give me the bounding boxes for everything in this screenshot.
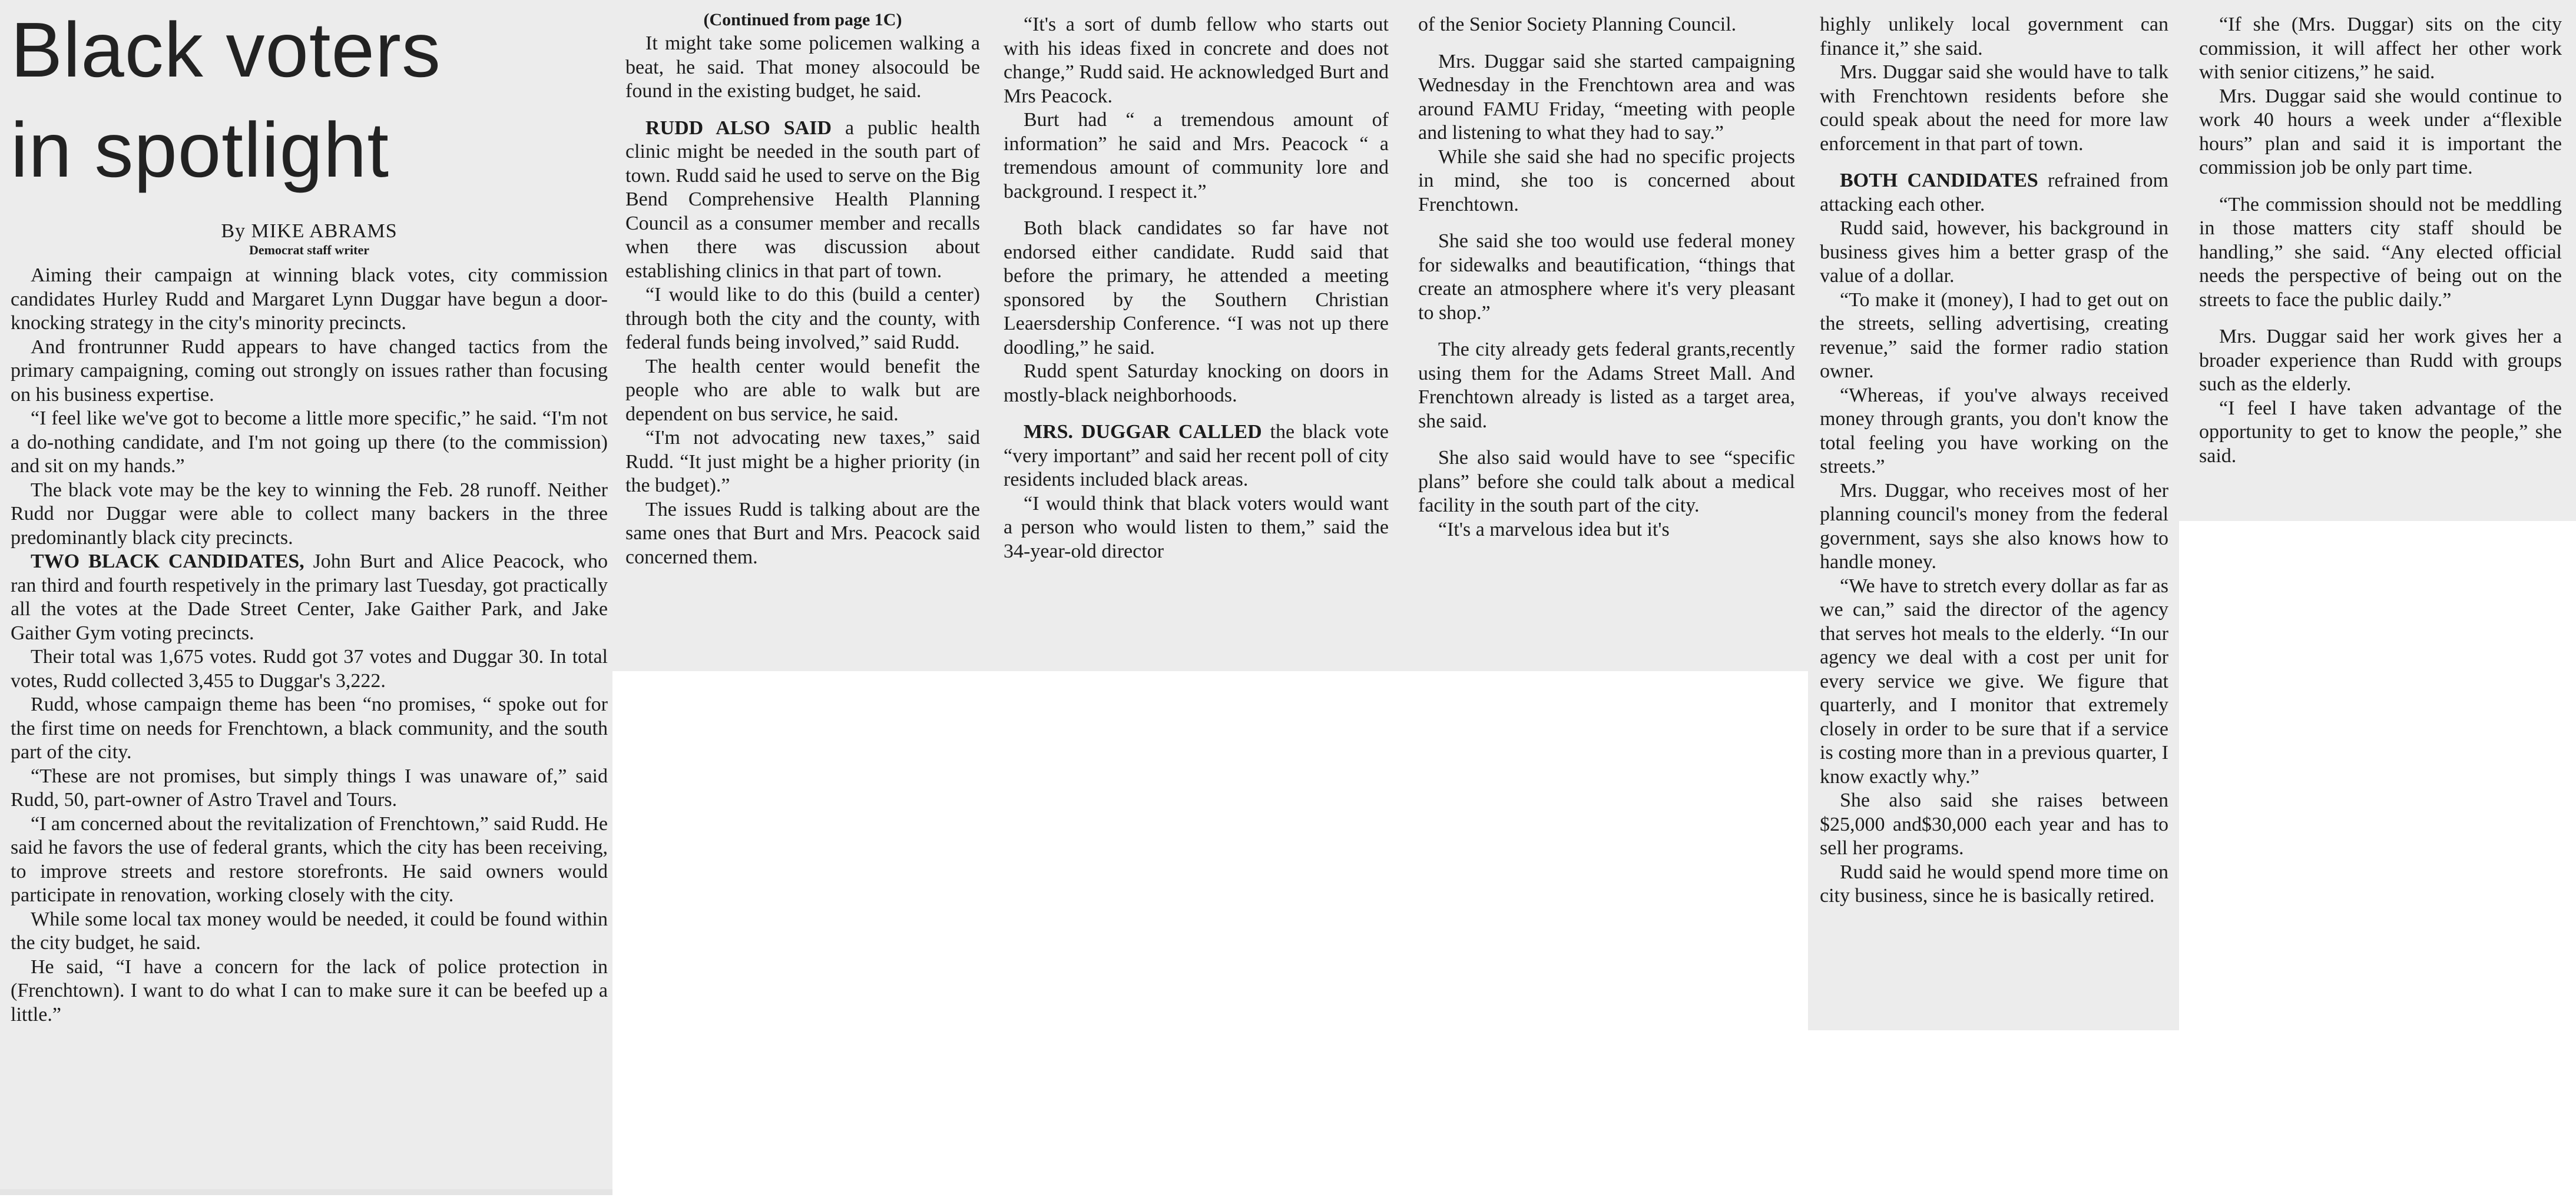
paragraph-text: Aiming their campaign at winning black votes, city commission candidates Hurley Rudd and Margaret Lynn Duggar have begun a door-knocking strategy in the city's minority precincts. <box>11 264 608 334</box>
paragraph <box>1820 479 2168 575</box>
paragraph <box>11 336 608 407</box>
column-body <box>1820 13 2168 908</box>
paragraph-text: “It's a marvelous idea but it's <box>1438 518 1670 540</box>
article-column-6 <box>2179 0 2576 521</box>
paragraph-text: “I'm not advocating new taxes,” said Rudd. “It just might be a higher priority (in the budget).” <box>625 427 980 496</box>
paragraph <box>1820 61 2168 156</box>
paragraph-text: Burt had “ a tremendous amount of information” he said and Mrs. Peacock “ a tremendous amount of community lore and background. I respect it.” <box>1004 109 1389 203</box>
column-body <box>2199 13 2562 468</box>
paragraph <box>1820 575 2168 789</box>
paragraph-text: a public health clinic might be needed in the south part of town. Rudd said he used to serve on the Big Bend Comprehensive Health Planning Council as a consumer member and recalls when there was discussion about establishing clinics in that part of town. <box>625 117 980 282</box>
paragraph-text: He said, “I have a concern for the lack of police protection in (Frenchtown). I want to do what I can to make sure it can be beefed up a little.” <box>11 956 608 1026</box>
paragraph-text: “The commission should not be meddling in those matters city staff should be handling,” she said. “Any elected official needs the perspective of being out on the streets to face the public daily.” <box>2199 193 2562 311</box>
paragraph-text: “These are not promises, but simply things I was unaware of,” said Rudd, 50, part-owner of Astro Travel and Tours. <box>11 765 608 811</box>
paragraph-text: “If she (Mrs. Duggar) sits on the city commission, it will affect her other work with senior citizens,” he said. <box>2199 14 2562 83</box>
paragraph-lead-in: TWO BLACK CANDIDATES, <box>31 550 304 572</box>
paragraph <box>625 32 980 104</box>
paragraph-text: Rudd said, however, his background in business gives him a better grasp of the value of a dollar. <box>1820 217 2168 287</box>
paragraph-text: The issues Rudd is talking about are the same ones that Burt and Mrs. Peacock said concerned them. <box>625 498 980 568</box>
paragraph-text: The health center would benefit the people who are able to walk but are dependent on bus service, he said. <box>625 355 980 425</box>
paragraph-text: refrained from attacking each other. <box>1820 170 2169 215</box>
paragraph-text: It might take some policemen walking a beat, he said. That money alsocould be found in the existing budget, he said. <box>625 32 980 102</box>
paragraph <box>11 693 608 765</box>
paragraph <box>1004 420 1389 492</box>
article-column-4 <box>1402 0 1808 671</box>
paragraph-text: “I would think that black voters would want a person who would listen to them,” said the 34-year-old director <box>1004 492 1389 562</box>
paragraph-text: Their total was 1,675 votes. Rudd got 37 votes and Duggar 30. In total votes, Rudd collected 3,455 to Duggar's 3,222. <box>11 646 608 692</box>
column-body <box>1004 13 1389 563</box>
paragraph <box>1004 217 1389 360</box>
paragraph <box>1004 108 1389 204</box>
column-body <box>11 264 608 1027</box>
paragraph <box>1418 230 1795 325</box>
paragraph-text: While she said she had no specific projects in mind, she too is concerned about Frenchtown. <box>1418 145 1795 215</box>
paragraph-text: Mrs. Duggar, who receives most of her planning council's money from the federal government, says she also knows how to handle money. <box>1820 479 2168 573</box>
byline: By MIKE ABRAMS <box>221 220 398 242</box>
paragraph-text: Mrs. Duggar said she would have to talk with Frenchtown residents before she could speak about the need for more law enforcement in that part of town. <box>1820 61 2168 155</box>
paragraph-text: And frontrunner Rudd appears to have changed tactics from the primary campaigning, coming out strongly on issues rather than focusing on his business expertise. <box>11 336 608 406</box>
paragraph <box>11 765 608 812</box>
paragraph <box>11 479 608 550</box>
paragraph-text: “We have to stretch every dollar as far as we can,” said the director of the agency that serves hot meals to the elderly. “In our agency we deal with a cost per unit for every service we give. We figure that quarterly, and I monitor that extremely closely in order to be sure that if a service is costing more than in a previous quarter, I know exactly why.” <box>1820 575 2168 788</box>
paragraph <box>1418 145 1795 217</box>
paragraph-lead-in: MRS. DUGGAR CALLED <box>1024 421 1262 443</box>
paragraph <box>1820 861 2168 908</box>
paragraph <box>1820 384 2168 479</box>
paragraph <box>625 426 980 498</box>
paragraph <box>1820 288 2168 384</box>
paragraph <box>625 283 980 355</box>
paragraph <box>625 498 980 570</box>
paragraph-text: Mrs. Duggar said she started campaigning Wednesday in the Frenchtown area and was around FAMU Friday, “meeting with people and listening to what they had to say.” <box>1418 50 1795 144</box>
paragraph <box>1820 789 2168 861</box>
paragraph-text: Mrs. Duggar said she would continue to work 40 hours a week under a“flexible hours” plan and said it is important the commission job be only part time. <box>2199 85 2562 178</box>
paragraph-text: “I feel like we've got to become a little more specific,” he said. “I'm not a do-nothing candidate, and I'm not going up there (to the commission) and sit on my hands.” <box>11 407 608 477</box>
paragraph-text: Mrs. Duggar said her work gives her a broader experience than Rudd with groups such as the elderly. <box>2199 326 2562 395</box>
paragraph-text: “I feel I have taken advantage of the opportunity to get to know the people,” she said. <box>2199 397 2562 467</box>
paragraph-text: “Whereas, if you've always received money through grants, you don't know the total feeling you have working on the streets.” <box>1820 384 2168 477</box>
headline <box>11 0 608 200</box>
paragraph-text: “To make it (money), I had to get out on the streets, selling advertising, creating revenue,” said the former radio station owner. <box>1820 288 2168 382</box>
paragraph <box>1418 338 1795 433</box>
paragraph <box>2199 193 2562 313</box>
paragraph <box>1418 518 1795 542</box>
paragraph <box>11 264 608 336</box>
article-column-5 <box>1808 0 2179 1030</box>
paragraph-text: She also said she raises between $25,000 and$30,000 each year and has to sell her programs. <box>1820 789 2168 859</box>
paragraph <box>625 117 980 284</box>
paragraph <box>2199 13 2562 85</box>
column-body <box>625 32 980 569</box>
paragraph <box>1418 446 1795 518</box>
paragraph <box>1418 50 1795 145</box>
paragraph <box>11 550 608 645</box>
article-column-2 <box>612 0 989 671</box>
paragraph <box>1004 492 1389 564</box>
paragraph-text: Rudd said he would spend more time on city business, since he is basically retired. <box>1820 861 2168 907</box>
paragraph-text: She said she too would use federal money for sidewalks and beautification, “things that create an atmosphere where it's very pleasant to shop.” <box>1418 230 1795 324</box>
paragraph <box>11 812 608 908</box>
paragraph <box>1820 13 2168 61</box>
paragraph-text: She also said would have to see “specific plans” before she could talk about a medical facility in the south part of the city. <box>1418 447 1795 516</box>
continued-from-label: (Continued from page 1C) <box>703 10 902 29</box>
headline-line-2: in spotlight <box>11 107 390 193</box>
paragraph <box>1004 13 1389 108</box>
paragraph-text: “It's a sort of dumb fellow who starts out with his ideas fixed in concrete and does not change,” Rudd said. He acknowledged Burt and Mrs Peacock. <box>1004 14 1389 107</box>
paragraph-text: Rudd spent Saturday knocking on doors in mostly-black neighborhoods. <box>1004 360 1389 406</box>
paragraph <box>2199 325 2562 397</box>
paragraph-text: While some local tax money would be needed, it could be found within the city budget, he said. <box>11 908 608 954</box>
paragraph-text: The city already gets federal grants,recently using them for the Adams Street Mall. And Frenchtown already is listed as a target area, she said. <box>1418 339 1795 432</box>
paragraph-text: “I am concerned about the revitalization of Frenchtown,” said Rudd. He said he favors the use of federal grants, which the city has been receiving, to improve streets and restore storefronts. He said owners would participate in renovation, working closely with the city. <box>11 812 608 906</box>
paragraph <box>1004 360 1389 407</box>
paragraph <box>11 407 608 479</box>
paragraph <box>625 355 980 427</box>
paragraph <box>11 645 608 693</box>
paragraph-lead-in: RUDD ALSO SAID <box>645 117 832 139</box>
paragraph <box>1418 13 1795 37</box>
headline-line-1: Black voters <box>11 6 441 93</box>
article-column-3 <box>989 0 1402 671</box>
paragraph-text: highly unlikely local government can finance it,” she said. <box>1820 14 2168 59</box>
paragraph-text: “I would like to do this (build a center) through both the city and the county, with federal funds being involved,” said Rudd. <box>625 284 980 353</box>
article-column-1 <box>0 0 612 1195</box>
paragraph <box>1820 169 2168 217</box>
paragraph <box>1820 217 2168 288</box>
paragraph <box>2199 397 2562 469</box>
paragraph-text: Both black candidates so far have not endorsed either candidate. Rudd said that before the primary, he attended a meeting sponsored by the Southern Christian Leaersdership Conference. “I was not up there doodling,” he said. <box>1004 217 1389 359</box>
paragraph-text: of the Senior Society Planning Council. <box>1418 14 1737 35</box>
paragraph-text: The black vote may be the key to winning the Feb. 28 runoff. Neither Rudd nor Duggar were able to collect many backers in the three predominantly black city precincts. <box>11 479 608 549</box>
paragraph-text: Rudd, whose campaign theme has been “no promises, “ spoke out for the first time on needs for Frenchtown, a black community, and the south part of the city. <box>11 694 608 763</box>
paragraph-text: John Burt and Alice Peacock, who ran third and fourth respetively in the primary last Tuesday, got practically all the votes at the Dade Street Center, Jake Gaither Park, and Jake Gaither Gym voting precincts. <box>11 550 608 644</box>
paragraph <box>11 956 608 1027</box>
paragraph <box>2199 85 2562 180</box>
column-body <box>1418 13 1795 542</box>
paragraph-lead-in: BOTH CANDIDATES <box>1840 170 2038 191</box>
paragraph <box>11 908 608 956</box>
byline-subtitle: Democrat staff writer <box>249 243 369 257</box>
paragraph-text: the black vote “very important” and said her recent poll of city residents included black areas. <box>1004 421 1389 490</box>
